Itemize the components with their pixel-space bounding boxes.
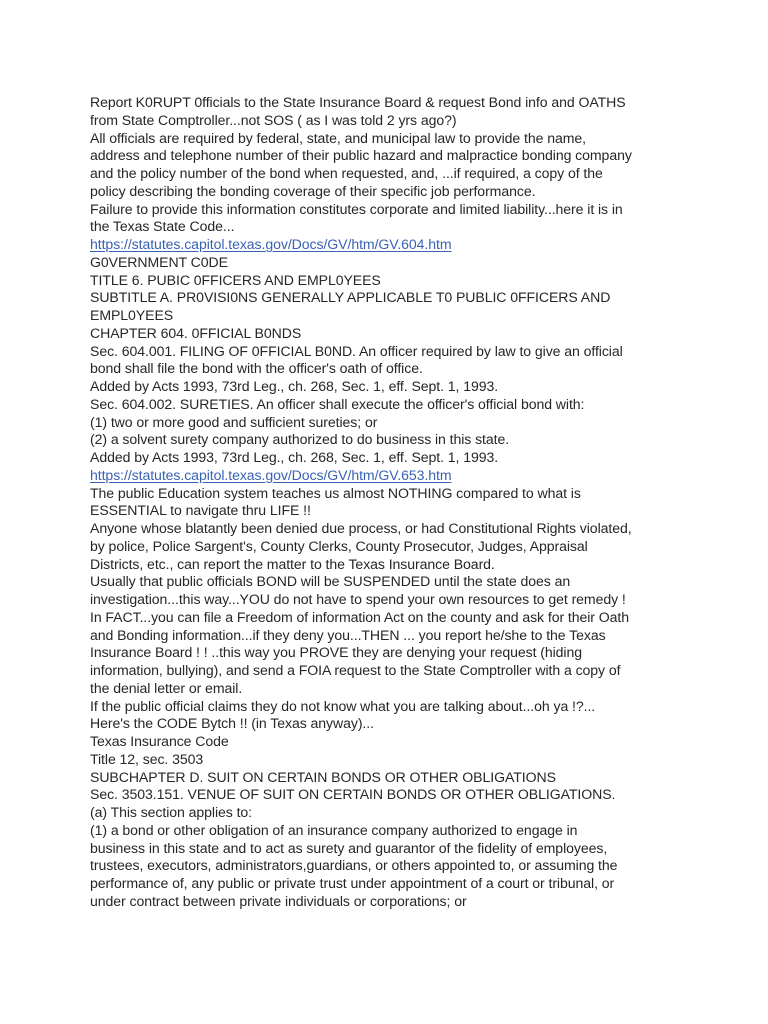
text-line: Title 12, sec. 3503 xyxy=(90,750,204,767)
text-line: Anyone whose blatantly been denied due process, or had Constitutional Rights violated, xyxy=(90,520,632,536)
text-line: trustees, executors, administrators,guardians, or others appointed to, or assuming the xyxy=(90,857,618,874)
text-line: (2) a solvent surety company authorized to do business in this state. xyxy=(90,431,510,448)
text-line: Sec. 3503.151. VENUE OF SUIT ON CERTAIN BONDS OR OTHER OBLIGATIONS. xyxy=(90,786,616,803)
text-line: from State Comptroller...not SOS ( as I was told 2 yrs ago?) xyxy=(90,111,457,128)
text-line: (a) This section applies to: xyxy=(90,804,253,820)
document-body xyxy=(90,94,690,911)
text-line: TITLE 6. PUBIC 0FFICERS AND EMPL0YEES xyxy=(90,271,381,288)
text-line: Added by Acts 1993, 73rd Leg., ch. 268, Sec. 1, eff. Sept. 1, 1993. xyxy=(90,449,499,465)
text-line: Sec. 604.001. FILING OF 0FFICIAL B0ND. An officer required by law to give an official xyxy=(90,342,623,359)
text-line: If the public official claims they do not know what you are talking about...oh ya !?... xyxy=(90,697,596,714)
text-line: Report K0RUPT 0fficials to the State Insurance Board & request Bond info and OATHS xyxy=(90,94,626,110)
text-line: ESSENTIAL to navigate thru LIFE !! xyxy=(90,502,311,519)
statute-link[interactable]: https://statutes.capitol.texas.gov/Docs/GV/htm/GV.604.htm xyxy=(90,236,452,252)
text-line: information, bullying), and send a FOIA request to the State Comptroller with a copy of xyxy=(90,662,621,678)
text-line: performance of, any public or private trust under appointment of a court or tribunal, or xyxy=(90,875,615,891)
text-line: Districts, etc., can report the matter to the Texas Insurance Board. xyxy=(90,555,495,572)
text-line: The public Education system teaches us almost NOTHING compared to what is xyxy=(90,484,581,501)
text-line: under contract between private individuals or corporations; or xyxy=(90,892,467,909)
text-line: Insurance Board ! ! ..this way you PROVE they are denying your request (hiding xyxy=(90,644,583,661)
text-line: CHAPTER 604. 0FFICIAL B0NDS xyxy=(90,324,302,341)
text-line: Sec. 604.002. SURETIES. An officer shall execute the officer's official bond with: xyxy=(90,395,585,412)
text-line: Failure to provide this information constitutes corporate and limited liability...here it is in xyxy=(90,200,623,217)
text-line: (1) two or more good and sufficient sureties; or xyxy=(90,413,378,430)
text-line: the denial letter or email. xyxy=(90,679,243,696)
text-line: address and telephone number of their public hazard and malpractice bonding company xyxy=(90,147,632,164)
text-line: the Texas State Code... xyxy=(90,218,235,235)
text-line: Usually that public officials BOND will be SUSPENDED until the state does an xyxy=(90,573,571,590)
text-line: SUBTITLE A. PR0VISI0NS GENERALLY APPLICABLE T0 PUBLIC 0FFICERS AND xyxy=(90,289,611,306)
text-line: EMPL0YEES xyxy=(90,307,174,323)
text-line: In FACT...you can file a Freedom of information Act on the county and ask for their Oath xyxy=(90,608,629,625)
text-line: Here's the CODE Bytch !! (in Texas anyway)... xyxy=(90,715,374,732)
text-line: business in this state and to act as surety and guarantor of the fidelity of employees, xyxy=(90,839,608,856)
statute-link[interactable]: https://statutes.capitol.texas.gov/Docs/GV/htm/GV.653.htm xyxy=(90,466,452,483)
text-line: bond shall file the bond with the officer's oath of office. xyxy=(90,360,423,377)
text-line: policy describing the bonding coverage of their specific job performance. xyxy=(90,182,536,199)
text-line: and Bonding information...if they deny you...THEN ... you report he/she to the Texas xyxy=(90,626,606,643)
text-line: Added by Acts 1993, 73rd Leg., ch. 268, Sec. 1, eff. Sept. 1, 1993. xyxy=(90,378,499,394)
text-line: G0VERNMENT C0DE xyxy=(90,253,228,270)
text-line: All officials are required by federal, state, and municipal law to provide the name, xyxy=(90,129,586,146)
text-line: by police, Police Sargent's, County Clerks, County Prosecutor, Judges, Appraisal xyxy=(90,537,588,554)
text-line: Texas Insurance Code xyxy=(90,733,229,749)
text-line: SUBCHAPTER D. SUIT ON CERTAIN BONDS OR OTHER OBLIGATIONS xyxy=(90,768,556,785)
text-line: (1) a bond or other obligation of an insurance company authorized to engage in xyxy=(90,821,578,838)
text-line: and the policy number of the bond when requested, and, ...if required, a copy of the xyxy=(90,165,603,181)
text-line: investigation...this way...YOU do not have to spend your own resources to get remedy ! xyxy=(90,591,626,607)
